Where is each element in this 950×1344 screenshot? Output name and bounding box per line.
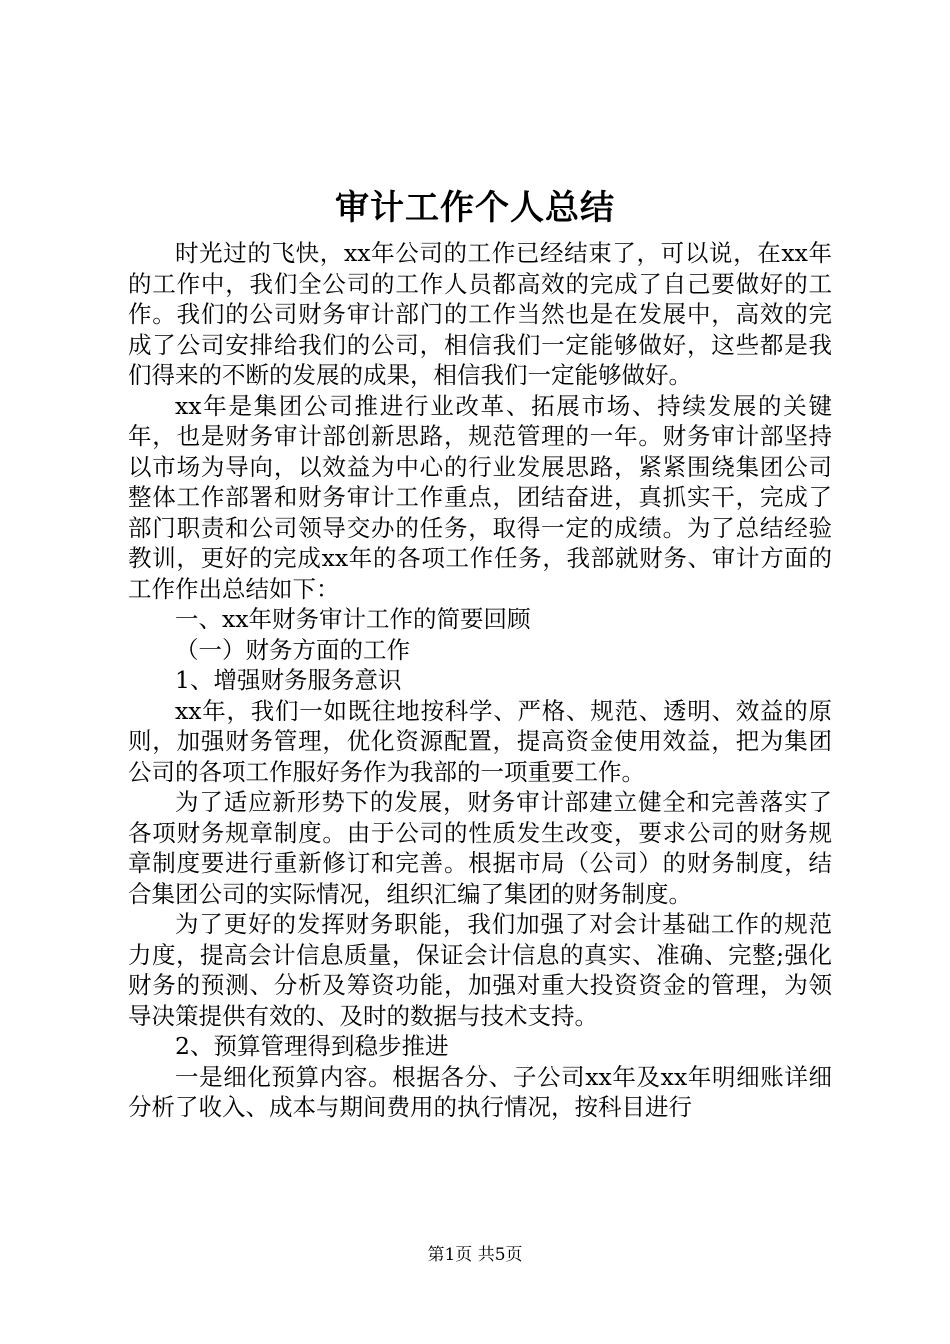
paragraph: xx年，我们一如既往地按科学、严格、规范、透明、效益的原则，加强财务管理，优化资源配置，提高资金使用效益，把为集团公司的各项工作服好务作为我部的一项重要工作。 [128, 696, 832, 786]
document-title: 审计工作个人总结 [335, 188, 615, 228]
document-body [128, 238, 832, 1123]
paragraph: 为了更好的发挥财务职能，我们加强了对会计基础工作的规范力度，提高会计信息质量，保证会计信息的真实、准确、完整;强化财务的预测、分析及筹资功能，加强对重大投资资金的管理，为领导决策提供有效的、及时的数据与技术支持。 [128, 910, 832, 1030]
subsection-heading: （一）财务方面的工作 [175, 635, 410, 664]
paragraph: xx年是集团公司推进行业改革、拓展市场、持续发展的关键年，也是财务审计部创新思路，规范管理的一年。财务审计部坚持以市场为导向，以效益为中心的行业发展思路，紧紧围绕集团公司整体工作部署和财务审计工作重点，团结奋进，真抓实干，完成了部门职责和公司领导交办的任务，取得一定的成绩。为了总结经验教训，更好的完成xx年的各项工作任务，我部就财务、审计方面的工作作出总结如下： [128, 391, 832, 603]
item-heading: 2、预算管理得到稳步推进 [175, 1032, 449, 1060]
paragraph: 为了适应新形势下的发展，财务审计部建立健全和完善落实了各项财务规章制度。由于公司的性质发生改变，要求公司的财务规章制度要进行重新修订和完善。根据市局（公司）的财务制度，结合集团公司的实际情况，组织汇编了集团的财务制度。 [128, 788, 832, 908]
item-heading: 1、增强财务服务意识 [175, 666, 402, 694]
page-footer: 第1页 共5页 [427, 1245, 523, 1265]
paragraph: 时光过的飞快，xx年公司的工作已经结束了，可以说，在xx年的工作中，我们全公司的工作人员都高效的完成了自己要做好的工作。我们的公司财务审计部门的工作当然也是在发展中，高效的完成了公司安排给我们的公司，相信我们一定能够做好，这些都是我们得来的不断的发展的成果，相信我们一定能够做好。 [128, 239, 832, 389]
paragraph: 一是细化预算内容。根据各分、子公司xx年及xx年明细账详细分析了收入、成本与期间费用的执行情况，按科目进行 [128, 1062, 832, 1121]
section-heading: 一、xx年财务审计工作的简要回顾 [175, 605, 531, 633]
